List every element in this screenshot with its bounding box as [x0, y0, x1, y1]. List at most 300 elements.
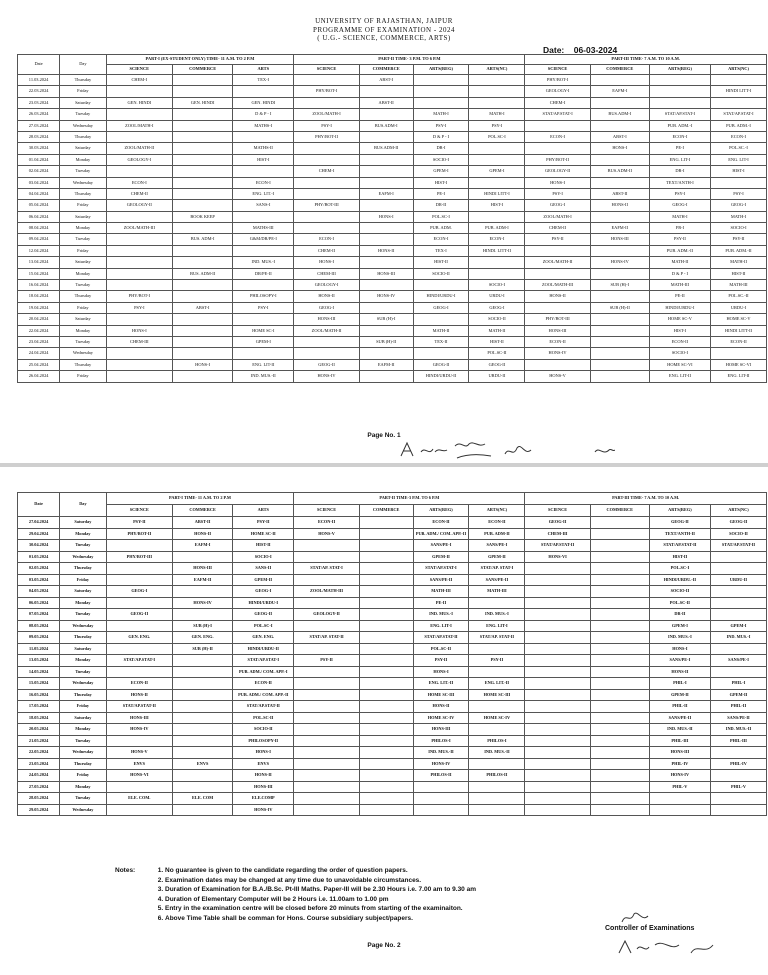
- table-row: [18, 528, 767, 540]
- paper-cell: SANS-I: [233, 200, 294, 211]
- paper-cell: [173, 586, 233, 598]
- course-scope: ( U.G.- SCIENCE, COMMERCE, ARTS): [317, 34, 451, 42]
- paper-cell: CHEM-I: [294, 166, 359, 177]
- paper-cell: [525, 701, 590, 713]
- stream-column-header: SCIENCE: [525, 505, 590, 517]
- paper-cell: [590, 735, 649, 747]
- table-row: [18, 563, 767, 575]
- paper-cell: HONS-V: [294, 528, 359, 540]
- paper-cell: [469, 97, 525, 108]
- paper-cell: PE-I: [413, 188, 469, 199]
- controller-of-examinations: Controller of Examinations: [605, 925, 695, 932]
- paper-cell: [413, 314, 469, 325]
- paper-cell: [106, 245, 172, 256]
- paper-cell: GEOLOGY-I: [525, 86, 590, 97]
- paper-cell: ENG. LIT.-II: [469, 678, 525, 690]
- paper-cell: GEOG-I: [649, 200, 710, 211]
- paper-cell: DR-I: [413, 143, 469, 154]
- paper-cell: HINDI LITT-II: [711, 325, 767, 336]
- stream-column-header: COMMERCE: [359, 65, 413, 75]
- paper-cell: [359, 131, 413, 142]
- day-cell: Monday: [60, 528, 106, 540]
- paper-cell: [590, 517, 649, 529]
- paper-cell: PSY-I: [649, 188, 710, 199]
- day-cell: Wednesday: [60, 747, 106, 759]
- paper-cell: [711, 75, 767, 86]
- day-cell: Saturday: [60, 97, 106, 108]
- note-item: 4. Duration of Elementary Computer will be 2 Hours i.e. 11.00am to 1.00 pm: [165, 895, 625, 905]
- paper-cell: HONS-II: [413, 701, 469, 713]
- date-cell: 11.05.2024: [18, 643, 60, 655]
- table-row: [18, 223, 767, 234]
- paper-cell: [359, 597, 413, 609]
- paper-cell: PHY/BOT-III: [294, 200, 359, 211]
- date-cell: 27.03.2024: [18, 120, 60, 131]
- table-row: [18, 359, 767, 370]
- paper-cell: MATH-III: [711, 280, 767, 291]
- paper-cell: PSY-I: [525, 188, 590, 199]
- paper-cell: [359, 302, 413, 313]
- table-row: [18, 188, 767, 199]
- paper-cell: ECON-II: [469, 517, 525, 529]
- paper-cell: [359, 586, 413, 598]
- paper-cell: HONS-III: [106, 712, 172, 724]
- paper-cell: PHILOSOPY-I: [233, 291, 294, 302]
- paper-cell: PHY/BOT-I: [525, 75, 590, 86]
- paper-cell: SOCIO-II: [233, 724, 294, 736]
- day-cell: Monday: [60, 223, 106, 234]
- paper-cell: [649, 86, 710, 97]
- paper-cell: [106, 781, 172, 793]
- paper-cell: GEOG-II: [413, 359, 469, 370]
- paper-cell: [294, 336, 359, 347]
- paper-cell: [359, 804, 413, 816]
- paper-cell: FR-I: [649, 223, 710, 234]
- paper-cell: ECON-II: [413, 517, 469, 529]
- paper-cell: [106, 166, 172, 177]
- paper-cell: [173, 143, 233, 154]
- paper-cell: HONS-II: [294, 291, 359, 302]
- paper-cell: ZOOL/MATH-II: [294, 325, 359, 336]
- day-cell: Wednesday: [60, 120, 106, 131]
- signature-stroke: [401, 443, 413, 456]
- date-cell: 26.03.2024: [18, 109, 60, 120]
- stream-column-header: COMMERCE: [173, 505, 233, 517]
- paper-cell: [590, 359, 649, 370]
- paper-cell: PE-I: [649, 143, 710, 154]
- paper-cell: [294, 770, 359, 782]
- paper-cell: HONS-II: [173, 528, 233, 540]
- paper-cell: TEXT/ANTH-II: [649, 528, 710, 540]
- paper-cell: [649, 97, 710, 108]
- paper-cell: [173, 75, 233, 86]
- paper-cell: HONS-IV: [233, 804, 294, 816]
- paper-cell: [590, 336, 649, 347]
- paper-cell: HONS-IV: [525, 348, 590, 359]
- paper-cell: [106, 86, 172, 97]
- stream-column-header: COMMERCE: [590, 65, 649, 75]
- paper-cell: EAFM-II: [173, 574, 233, 586]
- programme-title: PROGRAMME OF EXAMINATION - 2024: [313, 25, 455, 34]
- paper-cell: PUB. ADM.-I: [649, 120, 710, 131]
- paper-cell: STAT/AP.STAT-II: [525, 540, 590, 552]
- stream-column-header: ARTS: [233, 65, 294, 75]
- day-cell: Saturday: [60, 517, 106, 529]
- paper-cell: IND. MUS.-II: [413, 747, 469, 759]
- paper-cell: HONS-I: [649, 643, 710, 655]
- paper-cell: ENG. LIT.-II: [413, 678, 469, 690]
- paper-cell: [294, 540, 359, 552]
- paper-cell: SOCIO-I: [233, 551, 294, 563]
- paper-cell: [710, 551, 766, 563]
- paper-cell: HOME SC-IV: [413, 712, 469, 724]
- day-cell: Tuesday: [60, 166, 106, 177]
- paper-cell: HONS-III: [233, 781, 294, 793]
- date-cell: 23.05.2024: [18, 758, 60, 770]
- paper-cell: IND. MUS.-I: [710, 632, 766, 644]
- paper-cell: PHILOS-II: [413, 770, 469, 782]
- paper-cell: SOCIO-I: [649, 348, 710, 359]
- paper-cell: [173, 188, 233, 199]
- paper-cell: [359, 563, 413, 575]
- paper-cell: [413, 781, 469, 793]
- date-cell: 06.05.2024: [18, 597, 60, 609]
- paper-cell: [525, 359, 590, 370]
- day-cell: Thursday: [60, 563, 106, 575]
- paper-cell: [590, 348, 649, 359]
- paper-cell: [469, 154, 525, 165]
- paper-cell: [590, 678, 649, 690]
- day-cell: Monday: [60, 597, 106, 609]
- paper-cell: PHY/BOT-I: [106, 291, 172, 302]
- paper-cell: [359, 371, 413, 382]
- paper-cell: [359, 166, 413, 177]
- paper-cell: CHEM-I: [525, 97, 590, 108]
- paper-cell: [173, 551, 233, 563]
- table-row: [18, 211, 767, 222]
- paper-cell: [233, 314, 294, 325]
- date-label: Date:: [543, 45, 565, 55]
- paper-cell: [173, 770, 233, 782]
- paper-cell: [590, 689, 649, 701]
- paper-cell: [413, 348, 469, 359]
- paper-cell: [469, 86, 525, 97]
- day-cell: Tuesday: [60, 666, 106, 678]
- paper-cell: HONS-II: [106, 689, 172, 701]
- table-row: [18, 655, 767, 667]
- paper-cell: [359, 528, 413, 540]
- paper-cell: ECON-I: [649, 131, 710, 142]
- paper-cell: TEX-II: [413, 336, 469, 347]
- paper-cell: HONS-I: [173, 359, 233, 370]
- day-cell: Monday: [60, 268, 106, 279]
- paper-cell: [590, 666, 649, 678]
- paper-cell: HONS-II: [359, 245, 413, 256]
- paper-cell: [233, 131, 294, 142]
- paper-cell: GEOG-I: [106, 586, 172, 598]
- paper-cell: HONS-II: [233, 770, 294, 782]
- date-cell: 16.05.2024: [18, 689, 60, 701]
- table-row: [18, 712, 767, 724]
- paper-cell: TEX-I: [233, 75, 294, 86]
- stream-column-header: ARTS: [233, 505, 294, 517]
- paper-cell: PHILOSOPY-II: [233, 735, 294, 747]
- date-cell: 01.05.2024: [18, 551, 60, 563]
- paper-cell: [173, 655, 233, 667]
- paper-cell: SUB (H)-II: [359, 336, 413, 347]
- paper-cell: PUB. ADM.-I: [711, 120, 767, 131]
- paper-cell: [469, 143, 525, 154]
- paper-cell: SUB (H)-I: [173, 620, 233, 632]
- paper-cell: [294, 188, 359, 199]
- paper-cell: [413, 793, 469, 805]
- paper-cell: HONS-IV: [106, 724, 172, 736]
- paper-cell: BUS. ADM-II: [173, 268, 233, 279]
- paper-cell: EAFM-I: [590, 86, 649, 97]
- date-cell: 23.03.2024: [18, 97, 60, 108]
- table-row: [18, 701, 767, 713]
- paper-cell: [590, 747, 649, 759]
- paper-cell: EAFM-II: [590, 223, 649, 234]
- paper-cell: HONS-III: [294, 314, 359, 325]
- paper-cell: D & P - I: [233, 109, 294, 120]
- paper-cell: MATH-III: [649, 280, 710, 291]
- table-row: [18, 781, 767, 793]
- paper-cell: [710, 563, 766, 575]
- paper-cell: CHEM-III: [294, 268, 359, 279]
- paper-cell: PSY-II: [294, 655, 359, 667]
- stream-column-header: SCIENCE: [294, 65, 359, 75]
- paper-cell: HINDI/URDU-II: [413, 371, 469, 382]
- paper-cell: [173, 257, 233, 268]
- paper-cell: HONS-IV: [173, 597, 233, 609]
- paper-cell: [359, 86, 413, 97]
- paper-cell: G&M/DR/PE-I: [233, 234, 294, 245]
- paper-cell: [590, 268, 649, 279]
- paper-cell: [525, 643, 590, 655]
- day-cell: Thursday: [60, 632, 106, 644]
- paper-cell: ENG. LIT-II: [233, 359, 294, 370]
- paper-cell: IND. MUS.-II: [710, 724, 766, 736]
- paper-cell: MATH-I: [649, 211, 710, 222]
- table-row: [18, 689, 767, 701]
- stream-column-header: SCIENCE: [294, 505, 359, 517]
- table-row: [18, 517, 767, 529]
- paper-cell: [173, 291, 233, 302]
- paper-cell: PSY-II: [469, 655, 525, 667]
- day-cell: Monday: [60, 781, 106, 793]
- paper-cell: [294, 735, 359, 747]
- paper-cell: ECON-II: [233, 678, 294, 690]
- page-header: [0, 17, 768, 43]
- paper-cell: MATHS-I: [233, 120, 294, 131]
- table-row: [18, 109, 767, 120]
- paper-cell: ECON-I: [711, 131, 767, 142]
- paper-cell: [233, 280, 294, 291]
- paper-cell: HINDI/URDU-II: [233, 643, 294, 655]
- paper-cell: PHIL-IV: [649, 758, 710, 770]
- paper-cell: GEOG-II: [469, 359, 525, 370]
- paper-cell: [649, 804, 710, 816]
- date-cell: 19.04.2024: [18, 302, 60, 313]
- paper-cell: ECON-I: [233, 177, 294, 188]
- paper-cell: BUS.ADM-II: [590, 166, 649, 177]
- paper-cell: GPEM-II: [710, 689, 766, 701]
- paper-cell: GEOG-II: [710, 517, 766, 529]
- paper-cell: [413, 280, 469, 291]
- paper-cell: MATHS-III: [233, 223, 294, 234]
- day-cell: Tuesday: [60, 609, 106, 621]
- paper-cell: PSY-II: [649, 234, 710, 245]
- day-column-header: Day: [60, 55, 106, 75]
- table-row: [18, 120, 767, 131]
- paper-cell: [173, 177, 233, 188]
- day-cell: Monday: [60, 154, 106, 165]
- paper-cell: SANS/PE-I: [413, 540, 469, 552]
- paper-cell: ZOOL/MATH-III: [294, 586, 359, 598]
- paper-cell: CHEM-II: [106, 188, 172, 199]
- paper-cell: [173, 109, 233, 120]
- paper-cell: GEOG-II: [294, 359, 359, 370]
- paper-cell: MATH-II: [469, 325, 525, 336]
- paper-cell: [590, 314, 649, 325]
- paper-cell: ENG. LIT-II: [711, 371, 767, 382]
- date-cell: 03.04.2024: [18, 177, 60, 188]
- part-header: PART-III TIME- 7 A.M. TO 10 A.M.: [525, 493, 767, 505]
- paper-cell: HIST-II: [413, 257, 469, 268]
- paper-cell: [590, 643, 649, 655]
- paper-cell: PUB. ADM./ COM. APP.-II: [413, 528, 469, 540]
- table-row: [18, 268, 767, 279]
- paper-cell: [106, 268, 172, 279]
- date-cell: 16.04.2024: [18, 280, 60, 291]
- date-cell: 04.04.2024: [18, 188, 60, 199]
- paper-cell: [359, 325, 413, 336]
- date-cell: 13.05.2024: [18, 655, 60, 667]
- paper-cell: HONS-IV: [413, 758, 469, 770]
- table-row: [18, 314, 767, 325]
- paper-cell: [590, 291, 649, 302]
- paper-cell: [359, 280, 413, 291]
- date-cell: 09.05.2024: [18, 632, 60, 644]
- part-header: PART-I TIME- 11 A.M. TO 2 P.M: [106, 493, 294, 505]
- paper-cell: [173, 666, 233, 678]
- paper-cell: PUB. ADM.: [413, 223, 469, 234]
- date-cell: 25.04.2024: [18, 359, 60, 370]
- paper-cell: [469, 75, 525, 86]
- paper-cell: HOME SC-III: [469, 689, 525, 701]
- paper-cell: [469, 597, 525, 609]
- stream-column-header: SCIENCE: [106, 505, 172, 517]
- paper-cell: [469, 724, 525, 736]
- paper-cell: HONS-VI: [106, 770, 172, 782]
- paper-cell: [711, 348, 767, 359]
- paper-cell: [359, 109, 413, 120]
- university-name: UNIVERSITY OF RAJASTHAN, JAIPUR: [315, 17, 453, 25]
- paper-cell: GPEM-I: [710, 620, 766, 632]
- paper-cell: GPEM-I: [233, 336, 294, 347]
- paper-cell: [173, 781, 233, 793]
- paper-cell: [294, 211, 359, 222]
- paper-cell: ECON-II: [649, 336, 710, 347]
- paper-cell: HINDI LITT-I: [469, 188, 525, 199]
- table-row: [18, 154, 767, 165]
- paper-cell: [294, 597, 359, 609]
- paper-cell: HINDI. LITT-II: [469, 245, 525, 256]
- paper-cell: [649, 793, 710, 805]
- paper-cell: [294, 551, 359, 563]
- paper-cell: POL.SC-I: [233, 620, 294, 632]
- paper-cell: [710, 793, 766, 805]
- day-cell: Wednesday: [60, 551, 106, 563]
- paper-cell: STAT/AP.STAT-I: [525, 109, 590, 120]
- paper-cell: POL.SC-I: [413, 211, 469, 222]
- paper-cell: [710, 609, 766, 621]
- day-cell: Monday: [60, 655, 106, 667]
- paper-cell: [590, 781, 649, 793]
- paper-cell: PHY/BOT-I: [294, 86, 359, 97]
- paper-cell: [106, 348, 172, 359]
- paper-cell: [710, 747, 766, 759]
- paper-cell: [294, 701, 359, 713]
- date-cell: 23.04.2024: [18, 336, 60, 347]
- table-row: [18, 804, 767, 816]
- paper-cell: HONS-III: [413, 724, 469, 736]
- paper-cell: STAT/AP.STAT-I: [233, 655, 294, 667]
- paper-cell: HIST-II: [233, 540, 294, 552]
- paper-cell: PHIL-II: [710, 701, 766, 713]
- paper-cell: HIST-I: [413, 177, 469, 188]
- paper-cell: TEX-I: [413, 245, 469, 256]
- paper-cell: HONS-III: [173, 563, 233, 575]
- paper-cell: HONS-I: [359, 211, 413, 222]
- paper-cell: [525, 666, 590, 678]
- paper-cell: POL.SC-I: [649, 563, 710, 575]
- paper-cell: [359, 781, 413, 793]
- table-row: [18, 551, 767, 563]
- paper-cell: STAT/AP. STAT-II: [294, 632, 359, 644]
- paper-cell: SANS/PE-II: [413, 574, 469, 586]
- paper-cell: POL.SC.-II: [711, 291, 767, 302]
- page-number: Page No. 2: [367, 942, 401, 949]
- date-cell: 27.04.2024: [18, 517, 60, 529]
- table-row: [18, 131, 767, 142]
- table-row: [18, 177, 767, 188]
- paper-cell: [413, 75, 469, 86]
- date-cell: 07.05.2024: [18, 609, 60, 621]
- paper-cell: [359, 712, 413, 724]
- paper-cell: [359, 793, 413, 805]
- paper-cell: [106, 131, 172, 142]
- paper-cell: ECON-II: [711, 336, 767, 347]
- paper-cell: EAFM-I: [173, 540, 233, 552]
- paper-cell: PSY-I: [413, 120, 469, 131]
- paper-cell: [359, 177, 413, 188]
- date-cell: 24.04.2024: [18, 348, 60, 359]
- date-cell: 05.04.2024: [18, 200, 60, 211]
- paper-cell: [106, 109, 172, 120]
- paper-cell: PHY/BOT-II: [106, 528, 172, 540]
- paper-cell: GEN. ENG.: [173, 632, 233, 644]
- note-item: 1. No guarantee is given to the candidate regarding the order of question papers.: [165, 866, 625, 876]
- paper-cell: CHEM-I: [106, 75, 172, 86]
- paper-cell: [590, 325, 649, 336]
- paper-cell: [710, 586, 766, 598]
- paper-cell: SANS/PE-II: [649, 712, 710, 724]
- table-row: [18, 678, 767, 690]
- paper-cell: GEOG-I: [233, 586, 294, 598]
- paper-cell: [173, 131, 233, 142]
